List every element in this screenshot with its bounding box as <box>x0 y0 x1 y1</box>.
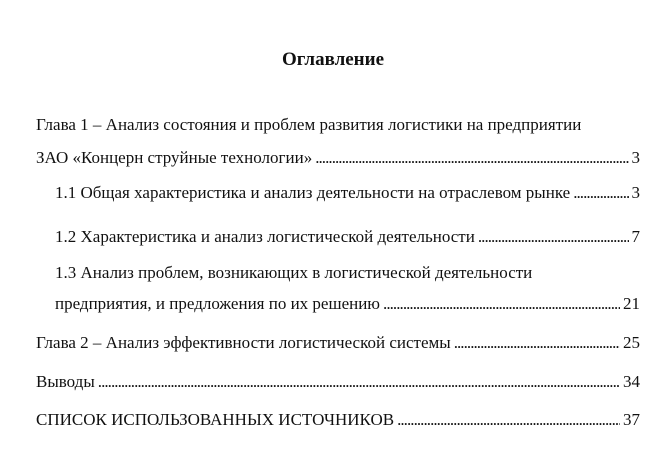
toc-page-number: 25 <box>623 333 640 352</box>
toc-entry-chapter1[interactable] <box>36 147 640 169</box>
toc-leader-dots <box>573 182 628 204</box>
toc-entry-1-3-line1: 1.3 Анализ проблем, возникающих в логистической деятельности <box>55 263 533 282</box>
toc-page-number: 37 <box>623 410 640 429</box>
toc-leader-dots <box>397 409 620 431</box>
toc-page-number: 3 <box>631 183 640 202</box>
toc-title: Оглавление <box>281 49 385 70</box>
toc-entry-1-1[interactable] <box>55 182 640 204</box>
toc-entry-1-3[interactable] <box>55 293 640 315</box>
toc-entry-references[interactable] <box>36 409 640 431</box>
toc-leader-dots <box>478 226 629 248</box>
toc-page-number: 3 <box>631 148 640 167</box>
toc-entry-conclusions[interactable] <box>36 371 640 393</box>
toc-entry-text: предприятия, и предложения по их решению <box>55 294 381 313</box>
toc-entry-text: СПИСОК ИСПОЛЬЗОВАННЫХ ИСТОЧНИКОВ <box>36 410 395 429</box>
toc-leader-dots <box>454 332 620 354</box>
toc-entry-chapter2[interactable] <box>36 332 640 354</box>
toc-page-number: 7 <box>631 227 640 246</box>
toc-entry-text: 1.1 Общая характеристика и анализ деятельности на отраслевом рынке <box>55 183 571 202</box>
toc-entry-text: Выводы <box>36 372 95 391</box>
toc-entry-1-2[interactable] <box>55 226 640 248</box>
toc-page-number: 34 <box>623 372 640 391</box>
toc-leader-dots <box>315 147 628 169</box>
toc-page-number: 21 <box>623 294 640 313</box>
toc-entry-text: 1.2 Характеристика и анализ логистической деятельности <box>55 227 475 246</box>
toc-leader-dots <box>98 371 620 393</box>
toc-entry-text: ЗАО «Концерн струйные технологии» <box>36 148 313 167</box>
toc-entry-text: Глава 2 – Анализ эффективности логистической системы <box>36 333 451 352</box>
toc-entry-chapter1-line1: Глава 1 – Анализ состояния и проблем развития логистики на предприятии <box>36 115 582 134</box>
toc-leader-dots <box>383 293 620 315</box>
